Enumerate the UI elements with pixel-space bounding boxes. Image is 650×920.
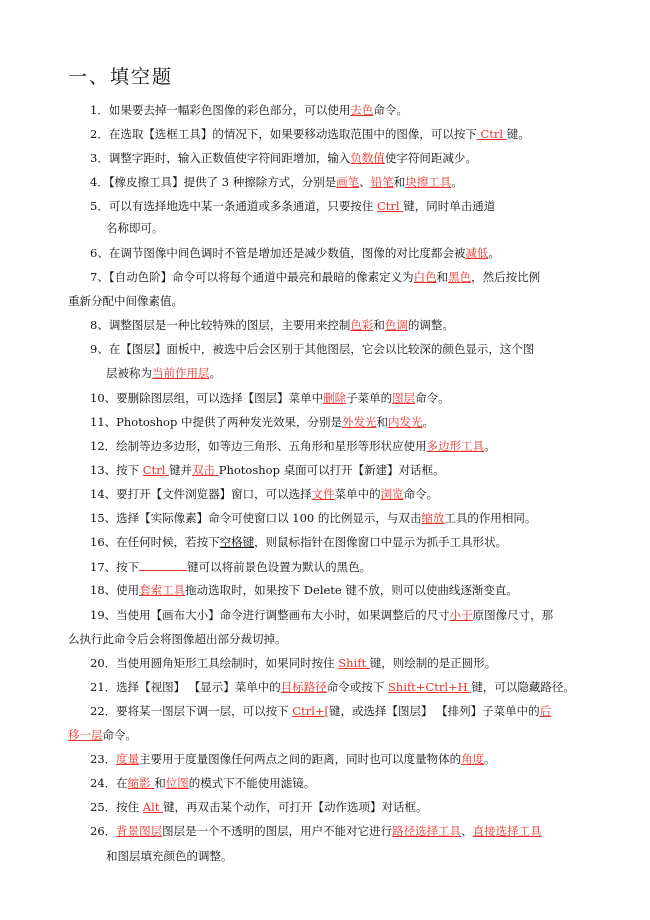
answer-text: 移一层: [68, 728, 103, 742]
question-text: 19、当使用【画布大小】命令进行调整画布大小时，如果调整后的尺寸: [90, 608, 450, 622]
question-text: 原图像尺寸，那: [472, 608, 554, 622]
question-14-line-1: [90, 487, 438, 501]
answer-text: 背景图层: [116, 824, 163, 838]
question-text: 21．选择【视图】 【显示】菜单中的: [90, 680, 281, 694]
answer-text: 多边形工具: [426, 439, 485, 453]
question-text: 和: [436, 270, 449, 284]
question-text: 名称即可。: [106, 221, 164, 235]
answer-text: 浏览: [380, 487, 404, 501]
question-5-line-2: [106, 221, 164, 235]
question-text: 命令。: [102, 728, 137, 742]
question-text: 14、要打开【文件浏览器】窗口，可以选择: [90, 487, 312, 501]
question-18-line-1: [90, 583, 518, 597]
underlined-text: 空格键: [219, 535, 255, 549]
question-text: 键，再双击某个动作，可打开【动作选项】对话框。: [163, 800, 428, 814]
answer-text: 外发光: [342, 415, 377, 429]
question-text: 5．可以有选择地选中某一条通道或多条通道，只要按住: [90, 199, 377, 213]
question-text: 、: [359, 175, 371, 189]
question-7-line-2: [68, 294, 183, 308]
question-10-line-1: [90, 391, 450, 405]
answer-text: 色彩: [350, 318, 374, 332]
answer-text: 删除: [323, 391, 347, 405]
answer-text: 块擦工具: [405, 175, 452, 189]
question-text: 18、使用: [90, 583, 140, 597]
question-text: 20．当使用圆角矩形工具绘制时，如果同时按住: [90, 656, 339, 670]
question-text: 菜单中的: [334, 487, 381, 501]
question-text: 主要用于度量图像任何两点之间的距离，同时也可以度量物体的: [139, 752, 462, 766]
question-9-line-1: [90, 342, 534, 356]
question-text: 键，则绘制的是正圆形。: [369, 656, 497, 670]
question-text: 命令。: [403, 487, 439, 501]
question-26-line-1: [90, 824, 542, 838]
answer-blank: [139, 559, 187, 571]
question-text: 层被称为: [106, 366, 152, 380]
question-17-line-1: [90, 559, 371, 574]
question-text: 、: [461, 824, 473, 838]
question-text: 和: [154, 776, 166, 790]
question-text: 11、Photoshop 中提供了两种发光效果，分别是: [90, 415, 342, 429]
question-text: 键并: [169, 463, 193, 477]
question-22-line-2: [68, 728, 137, 742]
question-text: 25．按住: [90, 800, 143, 814]
answer-text: 位图: [165, 776, 189, 790]
question-text: 。: [484, 439, 496, 453]
question-21-line-1: [90, 680, 575, 694]
answer-text: 图层: [392, 391, 416, 405]
question-text: 。: [484, 752, 496, 766]
question-text: 26．: [90, 824, 117, 838]
question-19-line-1: [90, 608, 553, 622]
answer-text: 套索工具: [139, 583, 186, 597]
question-text: 。: [422, 415, 434, 429]
question-7-line-1: [90, 270, 540, 284]
question-text: 子菜单的: [346, 391, 393, 405]
question-text: 3．调整字距时，输入正数值使字符间距增加，输入: [90, 151, 351, 165]
answer-text: Ctrl+[: [292, 704, 330, 718]
question-text: 16、在任何时候，若按下: [90, 535, 220, 549]
question-text: 工具的作用相同。: [444, 511, 537, 525]
question-text: 拖动选取时，如果按下 Delete 键不放，则可以使曲线逐渐变直。: [185, 583, 518, 597]
question-16-line-1: [90, 535, 507, 549]
question-text: 17、按下: [90, 560, 140, 574]
question-15-line-1: [90, 511, 536, 525]
answer-text: 内发光: [388, 415, 423, 429]
question-text: 24．在: [90, 776, 128, 790]
question-text: 。: [451, 175, 463, 189]
question-13-line-1: [90, 463, 445, 477]
question-text: 键。: [506, 127, 530, 141]
question-text: 的调整。: [407, 318, 454, 332]
answer-text: 度量: [116, 752, 140, 766]
question-text: 。: [488, 246, 500, 260]
question-text: 么执行此命令后会将图像超出部分裁切掉。: [68, 632, 287, 646]
question-text: 和图层填充颜色的调整。: [106, 849, 233, 863]
question-text: 重新分配中间像素值。: [68, 294, 183, 308]
answer-text: 黑色: [448, 270, 472, 284]
answer-text: 负数值: [350, 151, 385, 165]
answer-text: 后: [539, 704, 552, 718]
question-11-line-1: [90, 415, 434, 429]
question-text: 命令。: [415, 391, 450, 405]
question-20-line-1: [90, 656, 496, 670]
question-text: 命令或按下: [326, 680, 388, 694]
answer-text: Ctrl: [376, 199, 404, 213]
question-text: 1．如果要去掉一幅彩色图像的彩色部分，可以使用: [90, 103, 351, 117]
question-5-line-1: [90, 199, 495, 213]
question-text: 键，同时单击通道: [403, 199, 496, 213]
question-text: 和: [376, 415, 388, 429]
question-12-line-1: [90, 439, 496, 453]
question-2-line-1: [90, 127, 530, 141]
question-text: 的模式下不能使用滤镜。: [188, 776, 316, 790]
question-text: 2．在选取【选框工具】的情况下，如果要移动选取范围中的图像，可以按下: [90, 127, 477, 141]
question-text: 和: [373, 318, 385, 332]
question-text: 命令。: [373, 103, 408, 117]
answer-text: Alt: [142, 800, 164, 814]
question-text: 图层是一个不透明的图层，用户不能对它进行: [162, 824, 393, 838]
answer-text: 缩影: [127, 776, 155, 790]
answer-text: 直接选择工具: [472, 824, 542, 838]
answer-text: Shift+Ctrl+H: [387, 680, 472, 694]
question-text: 键，可以隐藏路径。: [471, 680, 575, 694]
question-text: 13、按下: [90, 463, 143, 477]
answer-text: 双击: [192, 463, 219, 477]
question-text: 6、在调节图像中间色调时不管是增加还是减少数值，图像的对比度都会被: [90, 246, 466, 260]
answer-text: 文件: [311, 487, 335, 501]
question-8-line-1: [90, 318, 454, 332]
question-text: 键，或选择【图层】 【排列】子菜单中的: [329, 704, 540, 718]
question-text: 8、调整图层是一种比较特殊的图层，主要用来控制: [90, 318, 351, 332]
question-text: 10、要删除图层组，可以选择【图层】菜单中: [90, 391, 324, 405]
question-text: Photoshop 桌面可以打开【新建】对话框。: [218, 463, 445, 477]
question-text: ，然后按比例: [471, 270, 541, 284]
answer-text: 去色: [350, 103, 374, 117]
question-text: 键可以将前景色设置为默认的黑色。: [187, 560, 372, 574]
question-text: 使字符间距减少。: [384, 151, 477, 165]
question-3-line-1: [90, 151, 477, 165]
question-text: 12．绘制等边多边形，如等边三角形、五角形和星形等形状应使用: [90, 439, 427, 453]
answer-text: Ctrl: [476, 127, 507, 141]
question-6-line-1: [90, 246, 500, 260]
question-25-line-1: [90, 800, 428, 814]
answer-text: 路径选择工具: [392, 824, 462, 838]
question-text: 。: [209, 366, 221, 380]
question-text: 15、选择【实际像素】命令可使窗口以 100 的比例显示，与双击: [90, 511, 422, 525]
answer-text: 当前作用层: [152, 366, 210, 380]
answer-text: 角度: [461, 752, 485, 766]
answer-text: 画笔: [336, 175, 360, 189]
question-23-line-1: [90, 752, 496, 766]
question-26-line-2: [106, 849, 233, 863]
question-19-line-2: [68, 632, 287, 646]
question-text: 4．【橡皮擦工具】提供了 3 种擦除方式，分别是: [90, 175, 337, 189]
question-text: 7、【自动色阶】命令可以将每个通道中最亮和最暗的像素定义为: [90, 270, 414, 284]
answer-text: 铅笔: [370, 175, 394, 189]
question-text: 和: [393, 175, 406, 189]
answer-text: 目标路径: [280, 680, 327, 694]
question-1-line-1: [90, 103, 408, 117]
question-24-line-1: [90, 776, 315, 790]
answer-text: 白色: [413, 270, 437, 284]
answer-text: Ctrl: [142, 463, 170, 477]
question-22-line-1: [90, 704, 551, 718]
question-text: 22．要将某一图层下调一层，可以按下: [90, 704, 293, 718]
answer-text: 色调: [384, 318, 408, 332]
question-9-line-2: [106, 366, 221, 380]
answer-text: Shift: [338, 656, 370, 670]
question-text: ，则鼠标指针在图像窗口中显示为抓手工具形状。: [254, 535, 508, 549]
question-text: 23．: [90, 752, 117, 766]
section-title: 一、填空题: [68, 66, 174, 88]
question-4-line-1: [90, 175, 463, 189]
answer-text: 小于: [449, 608, 473, 622]
answer-text: 缩放: [421, 511, 445, 525]
question-text: 9、在【图层】面板中，被选中后会区别于其他图层，它会以比较深的颜色显示，这个图: [90, 342, 535, 356]
answer-text: 减低: [465, 246, 489, 260]
